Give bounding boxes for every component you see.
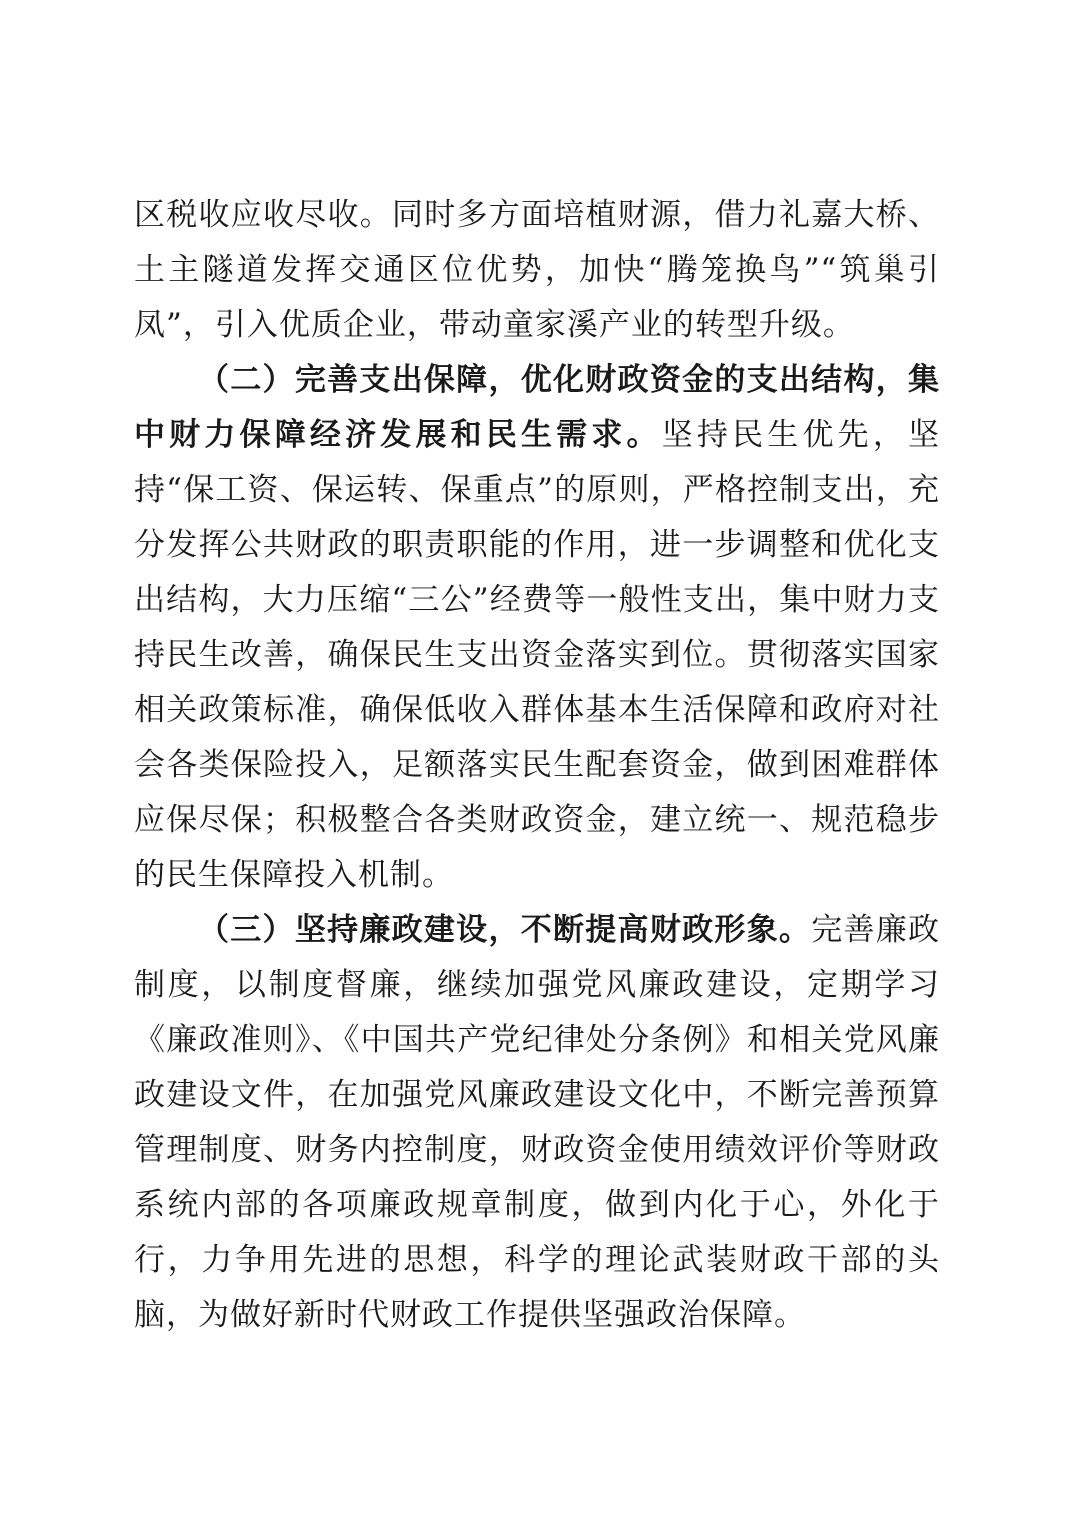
paragraph-expenditure-guarantee	[134, 353, 940, 903]
paragraph-integrity-building	[134, 903, 940, 1343]
paragraph-text: 坚持民生优先，坚持“保工资、保运转、保重点”的原则，严格控制支出，充分发挥公共财政的职责职能的作用，进一步调整和优化支出结构，大力压缩“三公”经费等一般性支出，集中财力支持民生改善，确保民生支出资金落实到位。贯彻落实国家相关政策标准，确保低收入群体基本生活保障和政府对社会各类保险投入，足额落实民生配套资金，做到困难群体应保尽保；积极整合各类财政资金，建立统一、规范稳步的民生保障投入机制。	[134, 417, 941, 893]
paragraph-text: 区税收应收尽收。同时多方面培植财源，借力礼嘉大桥、土主隧道发挥交通区位优势，加快“腾笼换鸟”“筑巢引凤”，引入优质企业，带动童家溪产业的转型升级。	[134, 197, 940, 343]
section-heading-expenditure: （二）完善支出保障，优化财政资金的支出结构，集中财力保障经济发展和民生需求。	[134, 362, 940, 453]
paragraph-continuation	[134, 188, 940, 353]
paragraph-text: 完善廉政制度，以制度督廉，继续加强党风廉政建设，定期学习《廉政准则》、《中国共产党纪律处分条例》和相关党风廉政建设文件，在加强党风廉政建设文化中，不断完善预算管理制度、财务内控制度，财政资金使用绩效评价等财政系统内部的各项廉政规章制度，做到内化于心，外化于行，力争用先进的思想，科学的理论武装财政干部的头脑，为做好新时代财政工作提供坚强政治保障。	[134, 912, 941, 1333]
section-heading-integrity: （三）坚持廉政建设，不断提高财政形象。	[198, 912, 812, 948]
document-body	[134, 188, 940, 1343]
